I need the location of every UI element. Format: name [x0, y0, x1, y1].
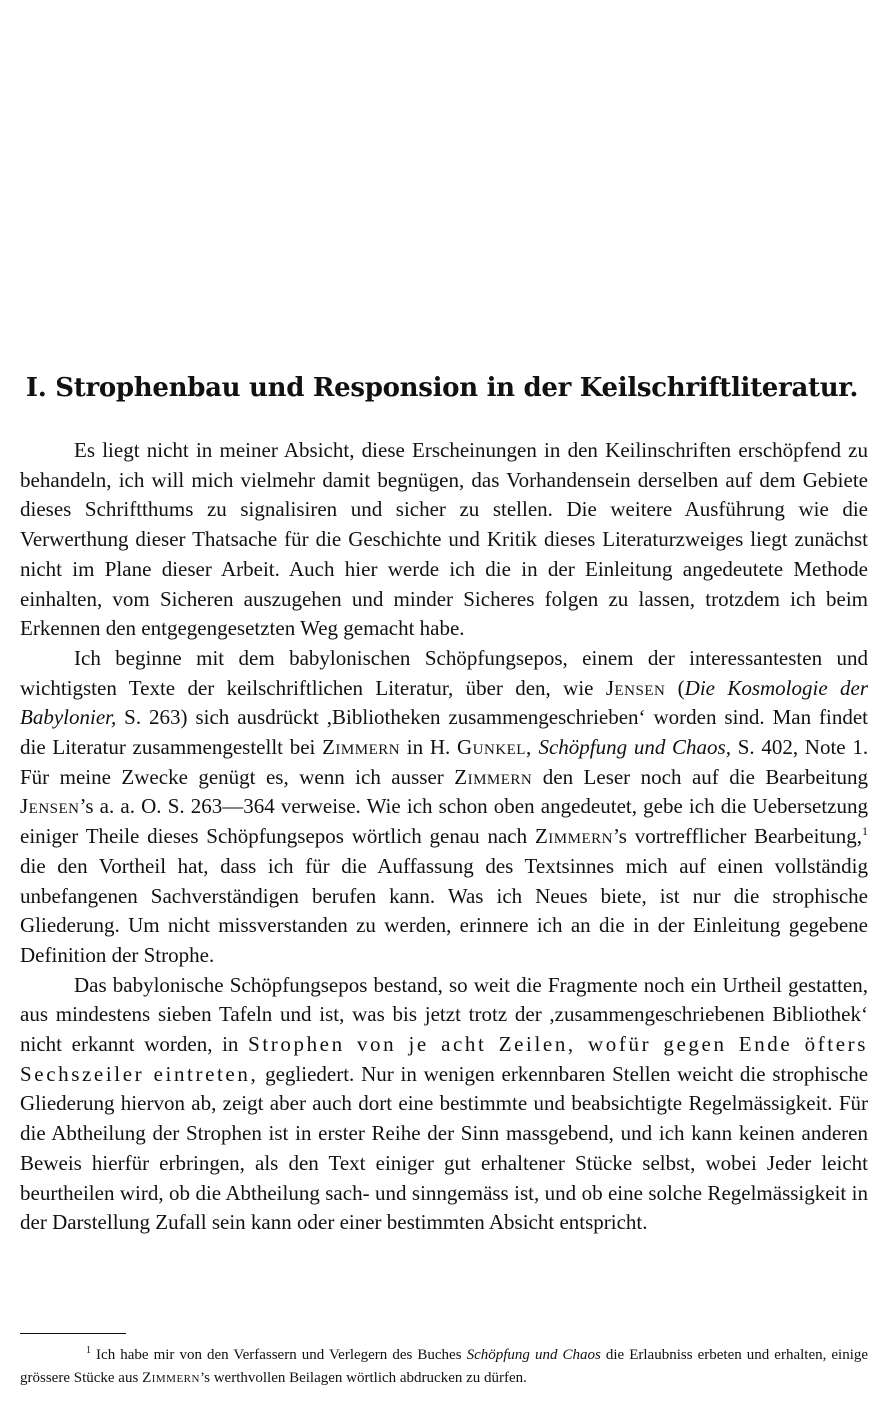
paragraph-2: Ich beginne mit dem babylonischen Schöpfungsepos, einem der interessantesten und wichtigsten Texte der keilschriftlichen Literatur, über den, wie Jensen (Die Kosmologie der Babylonier, S. 263) sich ausdrückt ,Bibliotheken zusammengeschrieben‘ worden sind. Man findet die Literatur zusammengestellt bei Zimmern in H. Gunkel, Schöpfung und Chaos, S. 402, Note 1. Für meine Zwecke genügt es, wenn ich ausser Zimmern den Leser noch auf die Bearbeitung Jensen’s a. a. O. S. 263—364 verweise. Wie ich schon oben angedeutet, gebe ich die Uebersetzung einiger Theile dieses Schöpfungsepos wörtlich genau nach Zimmern’s vortrefflicher Bearbeitung,$^1$ die den Vortheil hat, dass ich für die Auffassung des Textsinnes mich auf einen vollständig unbefangenen Sachverständigen berufen kann. Was ich Neues biete, ist nur die strophische Gliederung. Um nicht missverstanden zu werden, erinnere ich an die in der Einleitung gegebene Definition der Strophe. [20, 645, 869, 967]
body-text [20, 436, 868, 1238]
book-title-kosmologie: Die Kosmologie der Babylonier, [20, 675, 868, 730]
author-name-zimmern: Zimmern [534, 824, 613, 849]
text-run: gegliedert. Nur in wenigen erkennbaren Stellen weicht die strophische Gliederung hiervon ab, zeigt aber auch dort eine bestimmte und beabsichtigte Regelmässigkeit. Für die Abtheilung der Strophen ist in erster Reihe der Sinn massgebend, und ich kann keinen anderen Beweis hierfür erbringen, als den Text einiger gut erhaltener Stücke selbst, wobei Jeder leicht beurtheilen wird, ob die Abtheilung sach- und sinngemäss ist, und ob eine solche Regelmässigkeit in der Darstellung Zufall sein kann oder einer bestimmten Absicht entspricht. [20, 1061, 869, 1235]
chapter-heading: I. Strophenbau und Responsion in der Keilschriftliteratur. [25, 373, 859, 403]
emphasized-text: Strophen von je acht Zeilen, wofür gegen Ende öfters Sechszeiler eintreten, [20, 1032, 868, 1086]
author-name-zimmern: Zimmern [322, 735, 401, 760]
author-name-gunkel: Gunkel, [456, 735, 532, 760]
book-title-schoepfung: Schöpfung und Chaos [466, 1347, 601, 1363]
text-run: S. 402, Note 1. Für meine Zwecke genügt es, wenn ich ausser [20, 735, 869, 789]
text-run: ’s vortrefflicher Bearbeitung, [612, 824, 863, 849]
paragraph-3 [20, 971, 868, 1238]
footnote [20, 1344, 868, 1390]
author-name-jensen: Jensen [605, 675, 666, 700]
text-run: den Leser noch auf die Bearbeitung [542, 764, 868, 789]
text-run: ’s a. a. O. S. 263—364 verweise. Wie ich schon oben angedeutet, gebe ich die Uebersetzung einiger Theile dieses Schöpfungsepos wörtlich genau nach [20, 794, 868, 849]
paragraph-1: Es liegt nicht in meiner Absicht, diese Erscheinungen in den Keilinschriften erschöpfend zu behandeln, ich will mich vielmehr damit begnügen, das Vorhandensein derselben auf dem Gebiete dieses Schriftthums zu signalisiren und sicher zu stellen. Die weitere Ausführung wie die Verwerthung dieser Thatsache für die Geschichte und Kritik dieses Literaturzweiges liegt zunächst nicht im Plane dieser Arbeit. Auch hier werde ich die in der Einleitung angedeutete Methode einhalten, vom Sicheren auszugehen und minder Sicheres folgen zu lassen, trotzdem ich beim Erkennen den entgegengesetzten Weg gemacht habe. [20, 438, 868, 641]
footnote-rule [20, 1333, 126, 1334]
text-run: Das babylonische Schöpfungsepos bestand, so weit die Fragmente noch ein Urtheil gestatten, aus mindestens sieben Tafeln und ist, was bis jetzt trotz der ,zusammengeschriebenen Bibliothek‘ nicht erkannt worden, in [20, 972, 868, 1057]
author-name-jensen: Jensen [20, 794, 80, 819]
text-run: S. 263) sich ausdrückt ,Bibliotheken zusammengeschrieben‘ worden sind. Man findet die Literatur zusammengestellt bei [20, 705, 869, 760]
footnote-reference: 1 [862, 824, 869, 839]
author-name-zimmern: Zimmern [142, 1370, 200, 1386]
text-run: Ich beginne mit dem babylonischen Schöpfungsepos, einem der interessantesten und wichtigsten Texte der keilschriftlichen Literatur, über den, wie [20, 645, 868, 700]
text-run: die den Vortheil hat, dass ich für die Auffassung des Textsinnes mich auf einen vollständig unbefangenen Sachverständigen berufen kann. Was ich Neues biete, ist nur die strophische Gliederung. Um nicht missverstanden zu werden, erinnere ich an die in der Einleitung gegebene Definition der Strophe. [20, 853, 868, 967]
text-run: die Erlaubniss erbeten und erhalten, einige grössere Stücke aus [20, 1347, 869, 1386]
text-run: in H. [406, 735, 451, 760]
text-run: Ich habe mir von den Verfassern und Verlegern des Buches [96, 1347, 462, 1363]
author-name-zimmern: Zimmern [454, 764, 533, 789]
book-title-schoepfung: Schöpfung und Chaos, [538, 735, 731, 760]
footnote-mark: 1 [86, 1345, 91, 1356]
text-run: ’s werthvollen Beilagen wörtlich abdrucken zu dürfen. [199, 1370, 527, 1386]
